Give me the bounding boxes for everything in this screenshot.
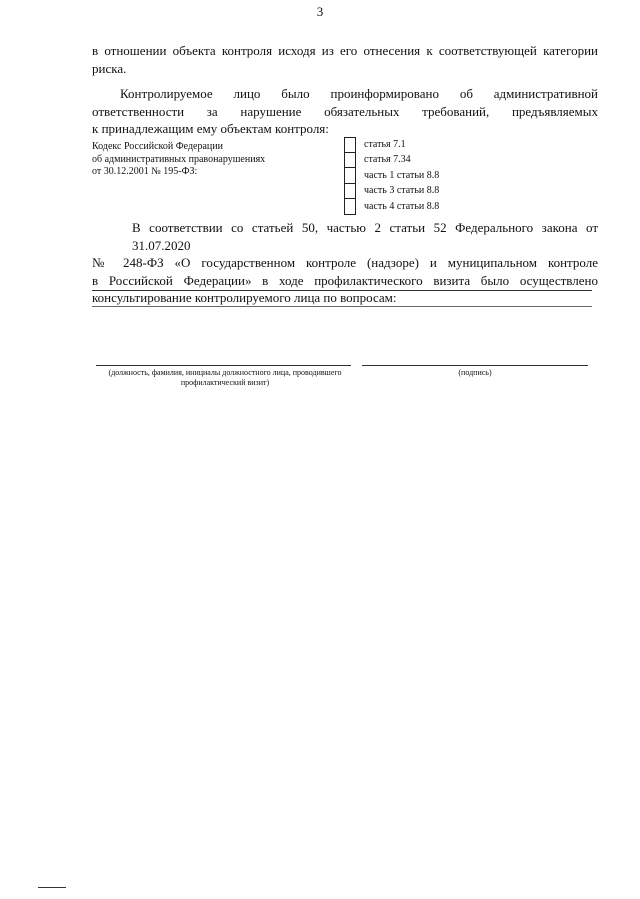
article-checkbox[interactable] [344, 137, 356, 153]
article-item [344, 184, 439, 200]
signature-line[interactable] [362, 365, 588, 366]
text-line: в Российской Федерации» в ходе профилактического визита было осуществлено [92, 272, 598, 288]
article-label: часть 3 статьи 8.8 [364, 185, 440, 197]
position-signature-line[interactable] [96, 365, 351, 366]
law-reference [92, 141, 265, 179]
footnote-separator [38, 887, 66, 888]
signature-caption: (подпись) [458, 368, 492, 377]
article-label: часть 4 статьи 8.8 [364, 200, 440, 212]
article-label: статья 7.1 [364, 138, 406, 150]
text-line: Контролируемое лицо было проинформировано об административной [120, 86, 598, 101]
consultation-line[interactable] [92, 290, 592, 291]
article-item [344, 168, 439, 184]
text-line: ответственности за нарушение обязательных требований, предъявляемых [92, 103, 598, 119]
caption-line: профилактический визит) [180, 378, 270, 387]
position-caption [80, 368, 370, 388]
text-line: в отношении объекта контроля исходя из его отнесения к соответствующей категории [92, 43, 598, 58]
law-line: об административных правонарушениях [92, 153, 266, 165]
article-checkbox[interactable] [344, 168, 356, 184]
article-checkbox[interactable] [344, 184, 356, 200]
article-checkbox[interactable] [344, 199, 356, 215]
paragraph-informed [92, 85, 598, 138]
caption-line: (должность, фамилия, инициалы должностного лица, проводившего [108, 368, 342, 377]
text-line: консультирование контролируемого лица по вопросам: [92, 290, 397, 305]
article-checkbox[interactable] [344, 153, 356, 169]
text-line: № 248-ФЗ «О государственном контроле (надзоре) и муниципальном контроле [92, 255, 598, 270]
page-number: 3 [316, 4, 324, 19]
article-item [344, 199, 439, 215]
paragraph-risk-category [92, 42, 598, 77]
law-line: Кодекс Российской Федерации [92, 141, 223, 152]
article-item [344, 153, 439, 169]
paragraph-consultation [92, 219, 598, 307]
article-label: статья 7.34 [364, 154, 411, 166]
article-label: часть 1 статьи 8.8 [364, 169, 440, 181]
text-line: В соответствии со статьей 50, частью 2 статьи 52 Федерального закона от 31.07.2020 [132, 220, 598, 253]
law-line: от 30.12.2001 № 195-ФЗ: [92, 166, 198, 177]
text-line: риска. [92, 60, 127, 76]
text-line: к принадлежащим ему объектам контроля: [92, 121, 329, 136]
consultation-line[interactable] [92, 306, 592, 307]
article-checklist [344, 137, 439, 215]
article-item [344, 137, 439, 153]
